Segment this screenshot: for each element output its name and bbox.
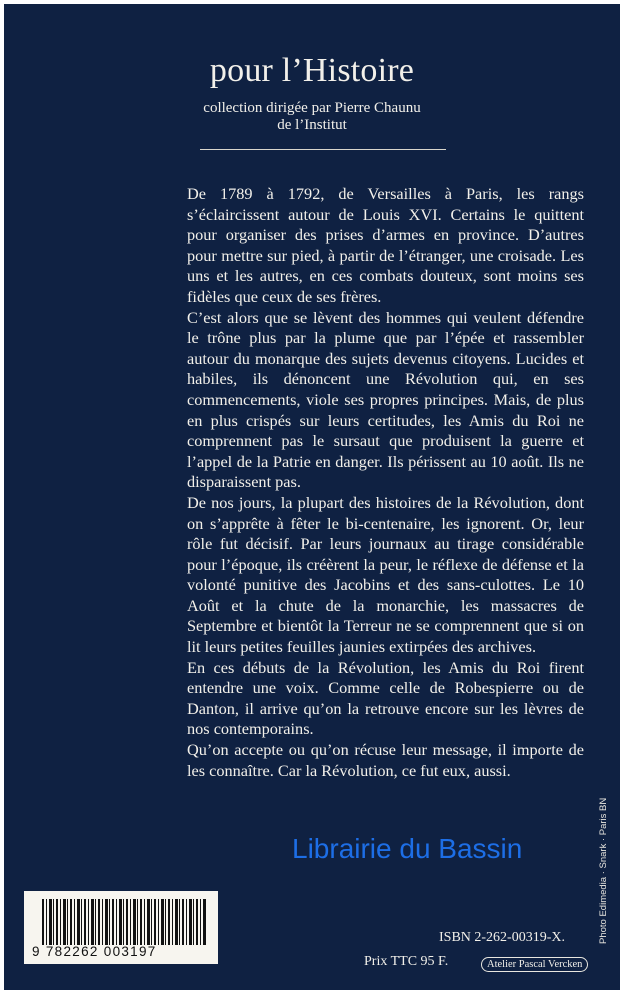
blurb-paragraph: En ces débuts de la Révolution, les Amis du Roi firent entendre une voix. Comme celle de Robespierre ou de Danton, il arrive qu’on la retrouve encore sur les lèvres de nos contemporains.	[187, 657, 584, 739]
series-institute-line: de l’Institut	[277, 117, 347, 133]
blurb-paragraph: De 1789 à 1792, de Versailles à Paris, les rangs s’éclaircissent autour de Louis XVI. Certains le quittent pour organiser des prises d’armes en province. D’autres pour mettre sur pied, à partir de l’étranger, une croisade. Les uns et les autres, en ces combats douteux, sont moins ses fidèles que ceux de ses frères.	[187, 184, 584, 306]
title-divider	[200, 149, 446, 150]
price-label: Prix TTC 95 F.	[364, 954, 449, 969]
designer-credit: Atelier Pascal Vercken	[481, 957, 588, 972]
blurb-paragraph: Qu’on accepte ou qu’on récuse leur message, il importe de les connaître. Car la Révolution, ce fut eux, aussi.	[187, 740, 584, 780]
barcode-digits: 9 782262 003197	[32, 944, 157, 959]
isbn-label: ISBN 2-262-00319-X.	[439, 930, 565, 945]
blurb-text	[187, 184, 584, 781]
photo-credit: Photo Edimedia · Snark · Paris BN	[598, 797, 609, 944]
seller-watermark: Librairie du Bassin	[292, 833, 523, 864]
blurb-paragraph: De nos jours, la plupart des histoires de la Révolution, dont on s’apprête à fêter le bi-centenaire, les ignorent. Or, leur rôle fut décisif. Par leurs journaux au tirage considérable pour l’époque, ils créèrent la peur, le réflexe de défense et la volonté punitive des Jacobins et des sans-culottes. Le 10 Août et la chute de la monarchie, les massacres de Septembre et bientôt la Terreur ne se comprennent que si on lit leurs petites feuilles jaunies extirpées des archives.	[187, 492, 584, 657]
series-subtitle	[4, 100, 620, 134]
barcode	[24, 891, 218, 964]
series-title: pour l’Histoire	[209, 52, 415, 89]
barcode-bars	[42, 899, 206, 945]
blurb-paragraph: C’est alors que se lèvent des hommes qui veulent défendre le trône plus par la plume que par l’épée et rassembler autour du monarque des sujets devenus citoyens. Lucides et habiles, ils dénoncent une Révolution qui, en ses commencements, viole ses propres principes. Mais, de plus en plus crispés sur leurs certitudes, les Amis du Roi ne comprennent pas le sursaut que produisent la guerre et l’appel de la Patrie en danger. Ils périssent au 10 août. Ils ne disparaissent pas.	[187, 307, 584, 492]
series-editor-line: collection dirigée par Pierre Chaunu	[203, 100, 421, 116]
